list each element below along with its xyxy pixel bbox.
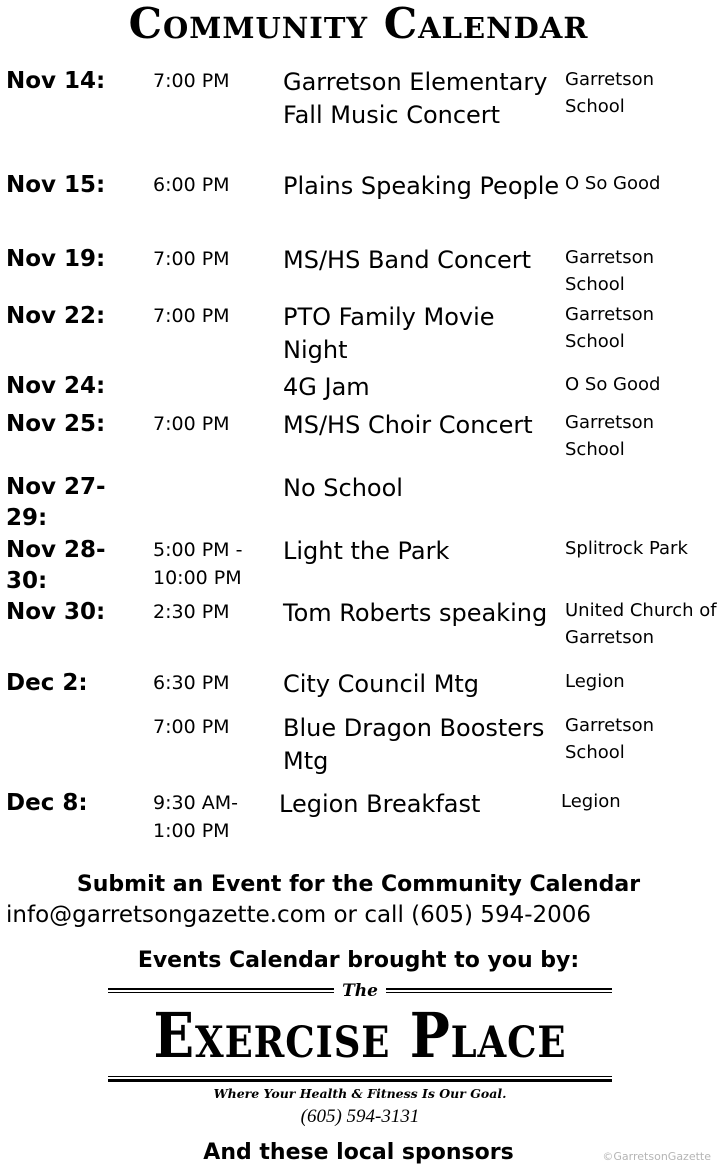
logo-phone: (605) 594-3131 [300, 1106, 420, 1127]
submit-event-heading: Submit an Event for the Community Calendar [76, 872, 641, 897]
event-time [147, 371, 277, 372]
event-date: Nov 28-30: [6, 537, 106, 594]
event-location: Splitrock Park [565, 538, 688, 559]
event-date: Nov 30: [6, 599, 106, 625]
logo-rule-mid-thin [108, 1076, 612, 1077]
page-title: Community Calendar [128, 0, 589, 48]
event-name: Garretson Elementary Fall Music Concert [283, 68, 548, 129]
event-name: City Council Mtg [283, 670, 480, 698]
event-name: Blue Dragon Boosters Mtg [283, 714, 545, 775]
event-location: Garretson School [565, 69, 654, 117]
event-location: Legion [561, 791, 621, 812]
event-time: 7:00 PM [153, 70, 230, 92]
logo-name: Exercise Place [153, 999, 567, 1072]
event-time: 2:30 PM [153, 601, 230, 623]
calendar-row [0, 597, 717, 668]
event-name: PTO Family Movie Night [283, 303, 495, 364]
local-sponsors-heading: And these local sponsors [203, 1140, 514, 1165]
logo-the: The [108, 981, 612, 1001]
event-date: Nov 19: [6, 246, 106, 272]
logo-tagline: Where Your Health & Fitness Is Our Goal. [213, 1086, 507, 1101]
calendar-row [0, 66, 717, 170]
event-name: No School [283, 474, 403, 502]
event-location: O So Good [565, 374, 661, 395]
event-location: Legion [565, 671, 625, 692]
calendar-row [0, 301, 717, 371]
brought-by-heading: Events Calendar brought to you by: [137, 948, 580, 973]
calendar-row [0, 371, 717, 409]
calendar-row [0, 409, 717, 472]
event-time: 7:00 PM [153, 413, 230, 435]
event-location: Garretson School [565, 247, 654, 295]
event-time: 7:00 PM [153, 716, 230, 738]
event-date: Nov 22: [6, 303, 106, 329]
event-time: 7:00 PM [153, 305, 230, 327]
sponsor-logo [108, 981, 612, 1132]
event-name: Plains Speaking People [283, 172, 560, 200]
calendar-row [0, 712, 717, 788]
event-date: Nov 15: [6, 172, 106, 198]
event-location: O So Good [565, 173, 661, 194]
calendar-row [0, 170, 717, 244]
event-time: 6:00 PM [153, 174, 230, 196]
event-name: Tom Roberts speaking [283, 599, 548, 627]
calendar-row [0, 788, 717, 850]
event-time: 6:30 PM [153, 672, 230, 694]
calendar-row [0, 472, 717, 535]
event-time: 9:30 AM- 1:00 PM [153, 792, 238, 842]
event-location: Garretson School [565, 412, 654, 460]
event-name: Light the Park [283, 537, 450, 565]
logo-rule-mid [108, 1079, 612, 1082]
event-location: Garretson School [565, 304, 654, 352]
event-time [125, 472, 277, 473]
event-date: Dec 2: [6, 670, 88, 696]
event-name: Legion Breakfast [279, 790, 481, 818]
event-time: 7:00 PM [153, 248, 230, 270]
event-name: MS/HS Choir Concert [283, 411, 533, 439]
copyright-watermark: ©GarretsonGazette [602, 1150, 711, 1163]
event-date: Nov 14: [6, 68, 106, 94]
event-date: Dec 8: [6, 790, 88, 816]
event-location: United Church of Garretson [565, 600, 717, 648]
contact-info: info@garretsongazette.com or call (605) 594-2006 [6, 902, 592, 928]
event-date: Nov 25: [6, 411, 106, 437]
event-name: 4G Jam [283, 373, 370, 401]
calendar-row [0, 668, 717, 712]
event-date: Nov 24: [6, 373, 106, 399]
calendar-row [0, 535, 717, 597]
event-name: MS/HS Band Concert [283, 246, 532, 274]
event-date: Nov 27-29: [6, 474, 106, 531]
event-location: Garretson School [565, 715, 654, 763]
calendar-table [0, 66, 717, 850]
event-time: 5:00 PM - 10:00 PM [153, 539, 243, 589]
calendar-row [0, 244, 717, 301]
